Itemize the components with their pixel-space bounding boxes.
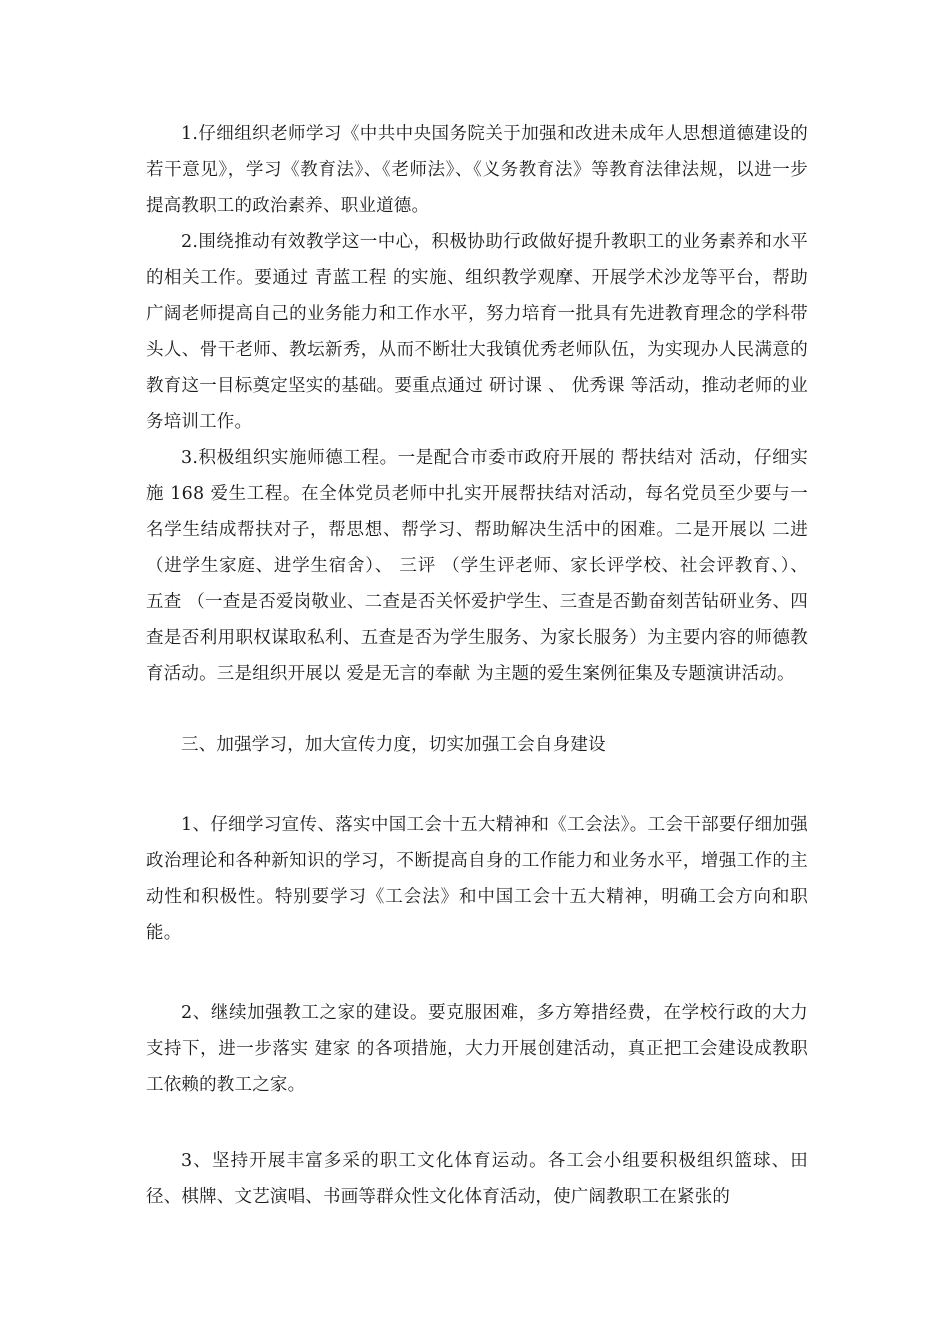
- paragraph-teacher-ethics: 3.积极组织实施师德工程。一是配合市委市政府开展的 帮扶结对 活动，仔细实施 168 爱生工程。在全体党员老师中扎实开展帮扶结对活动，每名党员至少要与一名学生结成帮扶对子，帮思想、帮学习、帮助解决生活中的困难。二是开展以 二进 （进学生家庭、进学生宿舍）、 三评 （学生评老师、家长评学校、社会评教育、）、 五查 （一查是否爱岗敬业、二查是否关怀爱护学生、三查是否勤奋刻苦钻研业务、四查是否利用职权谋取私利、五查是否为学生服务、为家长服务）为主要内容的师德教育活动。三是组织开展以 爱是无言的奉献 为主题的爱生案例征集及专题演讲活动。: [146, 448, 808, 684]
- section-heading: 三、加强学习，加大宣传力度，切实加强工会自身建设: [181, 735, 606, 755]
- item-staff-home: 2、继续加强教工之家的建设。要克服困难，多方筹措经费，在学校行政的大力支持下，进一步落实 建家 的各项措施，大力开展创建活动，真正把工会建设成教职工依赖的教工之家。: [146, 1003, 808, 1095]
- paragraph-teacher-study: 1.仔细组织老师学习《中共中央国务院关于加强和改进未成年人思想道德建设的若干意见》，学习《教育法》、《老师法》、《义务教育法》等教育法律法规，以进一步提高教职工的政治素养、职业道德。: [146, 124, 808, 216]
- item-culture-sports: 3、坚持开展丰富多采的职工文化体育运动。各工会小组要积极组织篮球、田径、棋牌、文艺演唱、书画等群众性文化体育活动，使广阔教职工在紧张的: [146, 1151, 808, 1207]
- item-union-law-study: 1、仔细学习宣传、落实中国工会十五大精神和《工会法》。工会干部要仔细加强政治理论和各种新知识的学习，不断提高自身的工作能力和业务水平，增强工作的主动性和积极性。特别要学习《工会法》和中国工会十五大精神，明确工会方向和职能。: [146, 815, 808, 943]
- paragraph-effective-teaching: 2.围绕推动有效教学这一中心，积极协助行政做好提升教职工的业务素养和水平的相关工作。要通过 青蓝工程 的实施、组织教学观摩、开展学术沙龙等平台，帮助广阔老师提高自己的业务能力和工作水平，努力培育一批具有先进教育理念的学科带头人、骨干老师、教坛新秀，从而不断壮大我镇优秀老师队伍，为实现办人民满意的教育这一目标奠定坚实的基础。要重点通过 研讨课 、 优秀课 等活动，推动老师的业务培训工作。: [146, 232, 808, 432]
